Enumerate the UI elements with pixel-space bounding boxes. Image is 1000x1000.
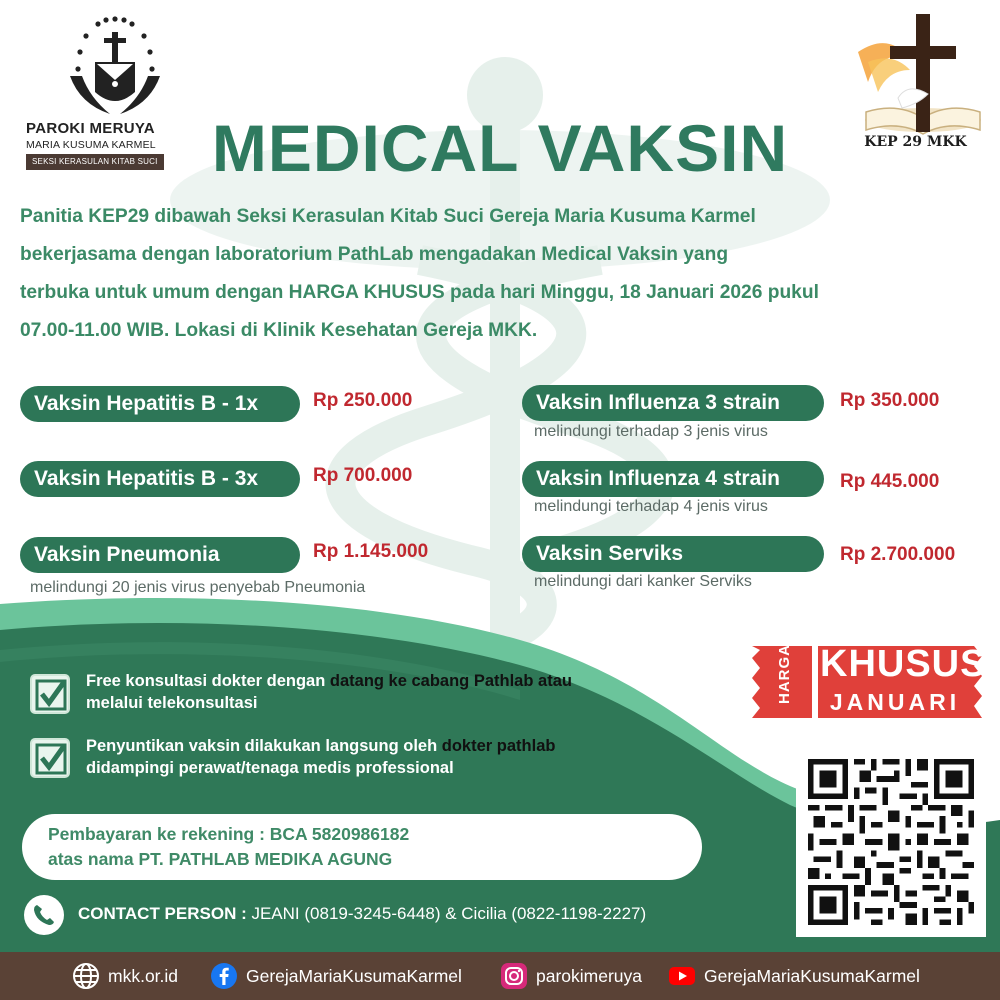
vaccine-name: Vaksin Influenza 3 strain [522, 385, 824, 421]
footer-facebook[interactable] [210, 962, 462, 990]
qr-code[interactable] [796, 747, 986, 937]
footer-website[interactable] [72, 962, 178, 990]
vaccine-note: melindungi dari kanker Serviks [534, 573, 752, 590]
footer-youtube-text: GerejaMariaKusumaKarmel [704, 965, 920, 986]
feature-highlight: datang ke cabang Pathlab atau [329, 672, 572, 690]
feature-text: Free konsultasi dokter dengan [86, 672, 330, 690]
feature-text: Penyuntikan vaksin dilakukan langsung oleh [86, 737, 442, 755]
payment-box [22, 814, 702, 880]
vaccine-price: Rp 445.000 [840, 471, 940, 492]
page-title: MEDICAL VAKSIN [211, 111, 789, 185]
vaccine-price: Rp 700.000 [313, 465, 413, 486]
event-logo-label: KEP 29 MKK [864, 134, 967, 150]
vaccine-note: melindungi 20 jenis virus penyebab Pneumonia [30, 579, 366, 596]
intro-line: terbuka untuk umum dengan HARGA KHUSUS pada hari Minggu, 18 Januari 2026 pukul [20, 282, 819, 303]
youtube-icon [668, 962, 696, 990]
contact-value: JEANI (0819-3245-6448) & Cicilia (0822-1198-2227) [246, 904, 647, 923]
qr-code-icon [808, 759, 974, 925]
intro-line: bekerjasama dengan laboratorium PathLab mengadakan Medical Vaksin yang [20, 244, 729, 265]
vaccine-note: melindungi terhadap 4 jenis virus [534, 498, 768, 515]
feature-item [86, 670, 686, 714]
intro-line: Panitia KEP29 dibawah Seksi Kerasulan Kitab Suci Gereja Maria Kusuma Karmel [20, 206, 756, 227]
vaccine-name: Vaksin Influenza 4 strain [522, 461, 824, 497]
vaccine-price: Rp 2.700.000 [840, 544, 956, 565]
checkbox-icon [30, 674, 70, 714]
feature-text: didampingi perawat/tenaga medis professional [86, 759, 454, 777]
vaccine-price: Rp 350.000 [840, 390, 940, 411]
footer-facebook-text: GerejaMariaKusumaKarmel [246, 965, 462, 986]
intro-line: 07.00-11.00 WIB. Lokasi di Klinik Kesehatan Gereja MKK. [20, 320, 538, 341]
vaccine-name: Vaksin Serviks [522, 536, 824, 572]
parish-name: PAROKI MERUYA [26, 120, 155, 137]
parish-subtitle: MARIA KUSUMA KARMEL [26, 139, 156, 151]
vaccine-price: Rp 250.000 [313, 390, 413, 411]
contact-label: CONTACT PERSON : [78, 904, 247, 923]
vaccine-name: Vaksin Hepatitis B - 1x [20, 386, 300, 422]
instagram-icon [500, 962, 528, 990]
footer-youtube[interactable] [668, 962, 920, 990]
promo-month-label: JANUARI [829, 689, 961, 715]
vaccine-name: Vaksin Hepatitis B - 3x [20, 461, 300, 497]
payment-account: Pembayaran ke rekening : BCA 5820986182 [48, 824, 410, 844]
checkbox-icon [30, 738, 70, 778]
footer-bar [0, 952, 1000, 1000]
promo-khusus-label: KHUSUS [820, 643, 987, 685]
vaccine-note: melindungi terhadap 3 jenis virus [534, 423, 768, 440]
feature-item [86, 735, 686, 779]
intro-paragraph [20, 198, 985, 350]
feature-highlight: dokter pathlab [441, 737, 556, 755]
vaccine-name: Vaksin Pneumonia [20, 537, 300, 573]
footer-instagram-text: parokimeruya [536, 965, 643, 986]
payment-holder: atas nama PT. PATHLAB MEDIKA AGUNG [48, 849, 393, 869]
parish-section-badge: SEKSI KERASULAN KITAB SUCI [26, 154, 164, 170]
feature-text: melalui telekonsultasi [86, 694, 258, 712]
promo-harga-label: HARGA [776, 644, 793, 704]
globe-icon [72, 962, 100, 990]
footer-instagram[interactable] [500, 962, 642, 990]
facebook-icon [210, 962, 238, 990]
footer-website-text: mkk.or.id [108, 965, 179, 986]
phone-icon [24, 895, 64, 935]
vaccine-price: Rp 1.145.000 [313, 541, 429, 562]
contact-person [78, 904, 646, 924]
